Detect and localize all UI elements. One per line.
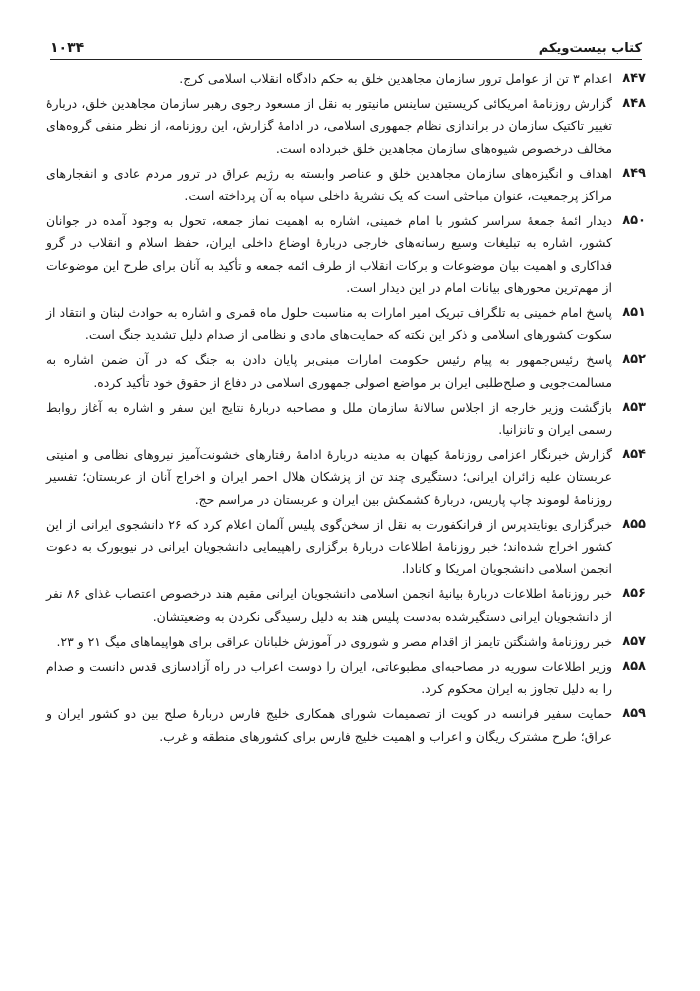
entry-text: اهداف و انگیزه‌های سازمان مجاهدین خلق و عناصر وابسته به رژیم عراق در ترور مردم عادی و انفجارهای مراکز پرجمعیت، عنوان مباحثی است که یک نشریهٔ داخلی سپاه به آن پرداخته است. (46, 165, 612, 204)
page-header (50, 32, 642, 60)
entry-number: ۸۴۷ (622, 71, 646, 86)
entry-number: ۸۵۴ (622, 447, 646, 463)
list-item (46, 163, 646, 207)
entry-number: ۸۵۸ (622, 659, 646, 675)
entry-number: ۸۵۲ (622, 352, 646, 368)
list-item (46, 631, 646, 653)
entry-number: ۸۴۸ (622, 96, 646, 112)
list-item (46, 583, 646, 627)
entry-text: گزارش روزنامهٔ امریکائی کریستین ساینس مانیتور به نقل از مسعود رجوی رهبر سازمان مجاهدین خلق، دربارهٔ تغییر تاکتیک سازمان در براندازی نظام جمهوری اسلامی، در ادامهٔ گزارش، این روزنامه، از نظر منفی گروه‌های مخالف درخصوص شیوه‌های سازمان مجاهدین خلق خبرداده است. (46, 96, 612, 156)
list-item (46, 302, 646, 346)
entry-text: بازگشت وزیر خارجه از اجلاس سالانهٔ سازمان ملل و مصاحبه دربارهٔ نتایج این سفر و اشاره به آغاز روابط رسمی ایران و تانزانیا. (46, 399, 612, 438)
entry-text: خبر روزنامهٔ اطلاعات دربارهٔ بیانیهٔ انجمن اسلامی دانشجویان ایرانی مقیم هند درخصوص اعتصاب غذای ۸۶ نفر از دانشجویان ایرانی دستگیرشده به‌دست پلیس هند به دلیل رسیدگی نکردن به وضعیتشان. (46, 586, 612, 624)
list-item (46, 514, 646, 581)
list-item (46, 703, 646, 747)
entry-list (46, 68, 646, 751)
entry-number: ۸۵۷ (622, 633, 646, 649)
list-item (46, 93, 646, 160)
list-item (46, 397, 646, 441)
list-item (46, 349, 646, 393)
book-title: کتاب بیست‌ویکم (538, 41, 642, 56)
entry-text: پاسخ رئیس‌جمهور به پیام رئیس حکومت امارات مبنی‌بر پایان دادن به جنگ که در آن ضمن اشاره به مسالمت‌جویی و صلح‌طلبی ایران بر مواضع اصولی جمهوری اسلامی در دفاع از حقوق خود تأکید کرده. (46, 352, 612, 390)
entry-text: گزارش خبرنگار اعزامی روزنامهٔ کیهان به مدینه دربارهٔ ادامهٔ رفتارهای خشونت‌آمیز نیروهای نظامی و امنیتی عربستان علیه زائران ایرانی؛ دستگیری چند تن از پزشکان هلال احمر ایران و اخراج آنان از عربستان؛ تفسیر روزنامهٔ لوموند چاپ پاریس، دربارهٔ کشمکش بین ایران و عربستان در مراسم حج. (46, 447, 612, 507)
list-item (46, 444, 646, 511)
entry-number: ۸۵۶ (622, 586, 646, 602)
entry-text: حمایت سفیر فرانسه در کویت از تصمیمات شورای همکاری خلیج فارس دربارهٔ صلح بین دو کشور ایران و عراق؛ طرح مشترک ریگان و اعراب و اهمیت خلیج فارس برای کشورهای منطقه و غرب. (46, 706, 612, 744)
entry-number: ۸۴۹ (622, 165, 646, 181)
entry-number: ۸۵۵ (622, 516, 646, 532)
entry-number: ۸۵۹ (622, 706, 646, 722)
page-number: ۱۰۳۴ (50, 40, 85, 56)
list-item (46, 68, 646, 90)
entry-number: ۸۵۰ (622, 213, 646, 229)
entry-number: ۸۵۳ (622, 399, 646, 415)
entry-text: اعدام ۳ تن از عوامل ترور سازمان مجاهدین خلق به حکم دادگاه انقلاب اسلامی کرج. (179, 71, 612, 86)
list-item (46, 210, 646, 299)
entry-text: خبرگزاری یونایتدپرس از فرانکفورت به نقل از سخن‌گوی پلیس آلمان اعلام کرد که ۲۶ دانشجوی ایرانی از این کشور اخراج شده‌اند؛ خبر روزنامهٔ اطلاعات دربارهٔ برگزاری راهپیمایی دانشجویان ایرانی در نیویورک به دعوت انجمن اسلامی دانشجویان امریکا و کانادا. (46, 516, 612, 577)
entry-text: دیدار ائمهٔ جمعهٔ سراسر کشور با امام خمینی، اشاره به اهمیت نماز جمعه، تحول به وجود آمده در جوانان کشور، اشاره به تبلیغات وسیع رسانه‌های خارجی دربارهٔ اوضاع داخلی ایران، حفظ اسلام و انقلاب در گرو فداکاری و اهمیت بیان موضوعات و برکات انقلاب از طرف ائمه جمعه و تأکید به آنان برای طرح این موضوعات از مهم‌ترین محورهای بیانات امام در این دیدار است. (46, 213, 612, 295)
entry-text: وزیر اطلاعات سوریه در مصاحبه‌ای مطبوعاتی، ایران را دوست اعراب در راه آزادسازی قدس دانست و صدام را به دلیل تجاوز به ایران محکوم کرد. (46, 659, 612, 697)
list-item (46, 656, 646, 700)
entry-number: ۸۵۱ (622, 305, 646, 321)
entry-text: پاسخ امام خمینی به تلگراف تبریک امیر امارات به مناسبت حلول ماه قمری و اشاره به حوادث لبنان و انتقاد از سکوت کشورهای اسلامی و ذکر این نکته که حمایت‌های مادی و نظامی از صدام دلیل تشدید جنگ است. (46, 305, 612, 343)
entry-text: خبر روزنامهٔ واشنگتن تایمز از اقدام مصر و شوروی در آموزش خلبانان عراقی برای هواپیماهای میگ ۲۱ و ۲۳. (56, 633, 612, 649)
